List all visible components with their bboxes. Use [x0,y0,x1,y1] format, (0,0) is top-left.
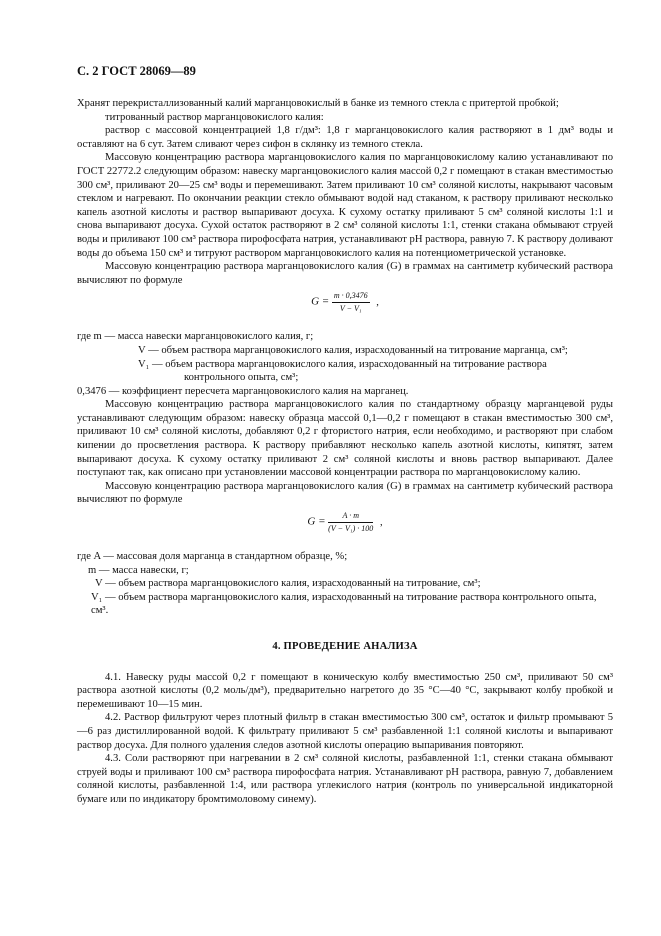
paragraph-storage: Хранят перекристаллизованный калий марганцовокислый в банке из темного стекла с притертой пробкой; [77,98,559,109]
formula-1-legend [77,330,613,398]
legend-2-v1: V₁ — объем раствора марганцовокислого калия, израсходованный на титрование раствора контрольного опыта, см³. [91,591,597,617]
formula-2-fraction [328,511,373,534]
section-4-title: 4. ПРОВЕДЕНИЕ АНАЛИЗА [272,641,418,652]
legend-1-v: V — объем раствора марганцовокислого калия, израсходованный на титрование марганца, см³; [138,344,568,356]
formula-1-numerator: m · 0,3476 [332,291,370,303]
formula-2-tail: , [379,516,383,528]
formula-2 [77,511,613,545]
formula-1-fraction [332,291,370,314]
paragraph-standard-sample: Массовую концентрацию раствора марганцовокислого калия по стандартному образцу марганцевой руды устанавливают следующим образом: навеску образца массой 0,1—0,2 г помещают в стакан вместимостью 300 см³, приливают 10 см³ соляной кислоты, добавляют 0,2 г фтористого натрия, если необходимо, и растворяют при слабом кипении до просветления раствора. К раствору прибавляют несколько капель азотной кислоты, кипятят, затем выпаривают досуха. К сухому остатку приливают 2 см³ соляной кислоты и вновь раствор выпаривают. Далее поступают так, как описано при установлении массовой концентрации раствора по марганцовокислому калию. [77,399,613,479]
formula-1-denominator: V − V₁ [339,304,362,314]
formula-2-denominator: (V − V₁) · 100 [328,524,374,534]
legend-1-coefficient: 0,3476 — коэффициент пересчета марганцовокислого калия на марганец. [77,385,409,397]
legend-2-a: где A — массовая доля марганца в стандартном образце, %; [77,551,348,563]
page-header: С. 2 ГОСТ 28069—89 [77,64,196,78]
paragraph-formula-intro-1: Массовую концентрацию раствора марганцовокислого калия (G) в граммах на сантиметр кубический раствора вычисляют по формуле [77,261,613,286]
formula-1 [77,291,613,325]
paragraph-4-2: 4.2. Раствор фильтруют через плотный фильтр в стакан вместимостью 300 см³, остаток и фильтр промывают 5—6 раз дистиллированной водой. К фильтрату приливают 5 см³ разбавленной 1:1 соляной кислоты и выпаривают раствор досуха. Для полного удаления следов азотной кислоты операцию выпаривания повторяют. [77,712,613,751]
legend-2-v: V — объем раствора марганцовокислого калия, израсходованный на титрование, см³; [95,578,481,590]
legend-2-m: m — масса навески, г; [88,564,189,576]
formula-1-tail: , [376,297,379,309]
formula-2-legend [77,550,613,618]
paragraph-4-3: 4.3. Соли растворяют при нагревании в 2 см³ соляной кислоты, разбавленной 1:1, стенки стакана обмывают струей воды и приливают 100 см³ раствора пирофосфата натрия. Устанавливают pH раствора, равную 7, добавлением соляной кислоты, разбавленной 1:4, или раствора углекислого натрия (контроль по универсальной индикаторной бумаге или по индикатору бромтимоловому синему). [77,753,613,805]
formula-2-numerator: A · m [328,511,373,523]
formula-2-lhs: G = [307,515,326,528]
paragraph-formula-intro-2: Массовую концентрацию раствора марганцовокислого калия (G) в граммах на сантиметр кубический раствора вычисляют по формуле [77,480,613,506]
paragraph-4-1: 4.1. Навеску руды массой 0,2 г помещают в коническую колбу вместимостью 250 см³, приливают 50 см³ раствора азотной кислоты (0,2 моль/дм³), предварительно нагретого до 35 °С—40 °С, закрывают колбу пробкой и перемешивают 10—15 мин. [77,671,613,710]
legend-1-m: где m — масса навески марганцовокислого калия, г; [77,331,314,343]
formula-1-lhs: G = [311,296,330,309]
legend-1-v1: V₁ — объем раствора марганцовокислого калия, израсходованный на титрование раствора [138,358,547,370]
legend-1-v1-cont: контрольного опыта, см³; [184,372,299,384]
document-page [77,64,613,807]
paragraph-titrated-solution: титрованный раствор марганцовокислого калия: [105,111,324,123]
paragraph-gost-procedure: Массовую концентрацию раствора марганцовокислого калия по марганцовокислому калию устанавливают по ГОСТ 22772.2 следующим образом: навеску марганцовокислого калия массой 0,2 г помещают в стакан вместимостью 300 см³, приливают 20—25 см³ воды и перемешивают. Затем приливают 10 см³ соляной кислоты, накрывают часовым стеклом и нагревают. По окончании реакции стекло обмывают водой над стаканом, к раствору приливают несколько капель азотной кислоты и раствор выпаривают досуха. К сухому остатку приливают 5 см³ соляной кислоты 1:1 и снова выпаривают досуха. Сухой остаток растворяют в 2 см³ соляной кислоты 1:1, стенки стакана обмывают струей воды и приливают 100 см³ раствора пирофосфата натрия, устанавливают pH раствора, равную 7. К раствору доливают воды до объема 150 см³ и титруют раствором марганцовокислого калия на потенциометрической установке. [77,152,613,259]
paragraph-solution-concentration: раствор с массовой концентрацией 1,8 г/дм³: 1,8 г марганцовокислого калия растворяют в 1 дм³ воды и оставляют на 6 сут. Затем сливают через сифон в склянку из темного стекла. [77,125,613,150]
